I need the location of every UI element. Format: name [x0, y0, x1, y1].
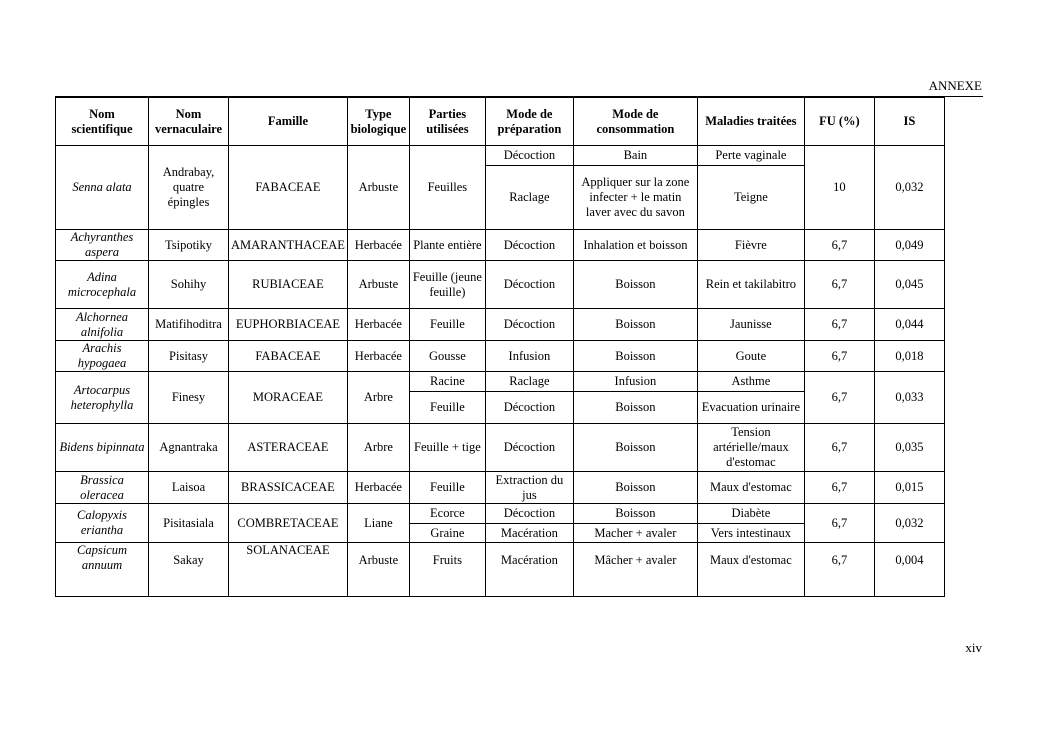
- col-header: Parties utilisées: [409, 98, 485, 146]
- parts-used: Feuille + tige: [409, 424, 485, 472]
- parts-used: Racine: [409, 372, 485, 392]
- disease: Maux d'estomac: [697, 472, 804, 504]
- scientific-name: Alchornea alnifolia: [56, 309, 149, 341]
- col-header: Famille: [229, 98, 348, 146]
- biological-type: Herbacée: [347, 309, 409, 341]
- parts-used: Feuille: [409, 472, 485, 504]
- consumption: Bain: [573, 146, 697, 166]
- disease: Rein et takilabitro: [697, 261, 804, 309]
- vernacular-name: Laisoa: [149, 472, 229, 504]
- family: AMARANTHACEAE: [229, 230, 348, 261]
- scientific-name: Artocarpus heterophylla: [56, 372, 149, 424]
- consumption: Macher + avaler: [573, 524, 697, 543]
- fu-value: 10: [804, 146, 874, 230]
- consumption: Boisson: [573, 504, 697, 524]
- table-row: [56, 472, 945, 504]
- consumption: Boisson: [573, 472, 697, 504]
- disease: Vers intestinaux: [697, 524, 804, 543]
- consumption: Mâcher + avaler: [573, 543, 697, 597]
- vernacular-name: Andrabay, quatre épingles: [149, 146, 229, 230]
- col-header: Mode de consommation: [573, 98, 697, 146]
- col-header: IS: [874, 98, 944, 146]
- page-number: xiv: [965, 640, 982, 655]
- disease: Tension artérielle/maux d'estomac: [697, 424, 804, 472]
- vernacular-name: Finesy: [149, 372, 229, 424]
- family: SOLANACEAE: [229, 543, 348, 597]
- scientific-name: Adina microcephala: [56, 261, 149, 309]
- fu-value: 6,7: [804, 472, 874, 504]
- disease: Diabète: [697, 504, 804, 524]
- consumption: Boisson: [573, 392, 697, 424]
- family: FABACEAE: [229, 146, 348, 230]
- family: MORACEAE: [229, 372, 348, 424]
- preparation: Extraction du jus: [485, 472, 573, 504]
- parts-used: Feuilles: [409, 146, 485, 230]
- consumption: Infusion: [573, 372, 697, 392]
- biological-type: Arbuste: [347, 146, 409, 230]
- parts-used: Graine: [409, 524, 485, 543]
- preparation: Décoction: [485, 424, 573, 472]
- fu-value: 6,7: [804, 261, 874, 309]
- parts-used: Feuille (jeune feuille): [409, 261, 485, 309]
- preparation: Macération: [485, 543, 573, 597]
- table-row: [56, 309, 945, 341]
- disease: Jaunisse: [697, 309, 804, 341]
- biological-type: Arbre: [347, 424, 409, 472]
- is-value: 0,045: [874, 261, 944, 309]
- col-header: Mode de préparation: [485, 98, 573, 146]
- col-header: Type biologique: [347, 98, 409, 146]
- biological-type: Arbuste: [347, 261, 409, 309]
- fu-value: 6,7: [804, 504, 874, 543]
- preparation: Décoction: [485, 309, 573, 341]
- scientific-name: Capsicum annuum: [56, 543, 149, 597]
- disease: Evacuation urinaire: [697, 392, 804, 424]
- biological-type: Herbacée: [347, 341, 409, 372]
- table-row: [56, 504, 945, 524]
- parts-used: Fruits: [409, 543, 485, 597]
- table-row: [56, 372, 945, 392]
- vernacular-name: Pisitasy: [149, 341, 229, 372]
- preparation: Décoction: [485, 230, 573, 261]
- preparation: Décoction: [485, 261, 573, 309]
- is-value: 0,015: [874, 472, 944, 504]
- is-value: 0,033: [874, 372, 944, 424]
- plant-table: [55, 97, 945, 597]
- scientific-name: Arachis hypogaea: [56, 341, 149, 372]
- consumption: Appliquer sur la zone infecter + le matin laver avec du savon: [573, 166, 697, 230]
- preparation: Décoction: [485, 392, 573, 424]
- biological-type: Liane: [347, 504, 409, 543]
- is-value: 0,049: [874, 230, 944, 261]
- table-header-row: [56, 98, 945, 146]
- col-header: Nom scientifique: [56, 98, 149, 146]
- scientific-name: Achyranthes aspera: [56, 230, 149, 261]
- biological-type: Arbuste: [347, 543, 409, 597]
- fu-value: 6,7: [804, 424, 874, 472]
- family: BRASSICACEAE: [229, 472, 348, 504]
- scientific-name: Brassica oleracea: [56, 472, 149, 504]
- family: COMBRETACEAE: [229, 504, 348, 543]
- family: ASTERACEAE: [229, 424, 348, 472]
- preparation: Décoction: [485, 146, 573, 166]
- disease: Asthme: [697, 372, 804, 392]
- is-value: 0,018: [874, 341, 944, 372]
- parts-used: Feuille: [409, 392, 485, 424]
- table-row: [56, 424, 945, 472]
- annex-heading: ANNEXE: [928, 78, 982, 93]
- table-row: [56, 543, 945, 597]
- disease: Fièvre: [697, 230, 804, 261]
- consumption: Boisson: [573, 309, 697, 341]
- is-value: 0,004: [874, 543, 944, 597]
- col-header: Maladies traitées: [697, 98, 804, 146]
- biological-type: Herbacée: [347, 230, 409, 261]
- vernacular-name: Agnantraka: [149, 424, 229, 472]
- parts-used: Ecorce: [409, 504, 485, 524]
- table-row: [56, 146, 945, 166]
- consumption: Boisson: [573, 261, 697, 309]
- vernacular-name: Tsipotiky: [149, 230, 229, 261]
- scientific-name: Calopyxis eriantha: [56, 504, 149, 543]
- vernacular-name: Pisitasiala: [149, 504, 229, 543]
- table-row: [56, 341, 945, 372]
- family: FABACEAE: [229, 341, 348, 372]
- fu-value: 6,7: [804, 309, 874, 341]
- vernacular-name: Sakay: [149, 543, 229, 597]
- is-value: 0,032: [874, 504, 944, 543]
- table-row: [56, 230, 945, 261]
- fu-value: 6,7: [804, 372, 874, 424]
- preparation: Raclage: [485, 372, 573, 392]
- family: RUBIACEAE: [229, 261, 348, 309]
- scientific-name: Senna alata: [56, 146, 149, 230]
- preparation: Infusion: [485, 341, 573, 372]
- parts-used: Feuille: [409, 309, 485, 341]
- disease: Goute: [697, 341, 804, 372]
- vernacular-name: Matifihoditra: [149, 309, 229, 341]
- is-value: 0,032: [874, 146, 944, 230]
- is-value: 0,044: [874, 309, 944, 341]
- col-header: Nom vernaculaire: [149, 98, 229, 146]
- biological-type: Herbacée: [347, 472, 409, 504]
- family: EUPHORBIACEAE: [229, 309, 348, 341]
- vernacular-name: Sohihy: [149, 261, 229, 309]
- parts-used: Gousse: [409, 341, 485, 372]
- consumption: Inhalation et boisson: [573, 230, 697, 261]
- fu-value: 6,7: [804, 230, 874, 261]
- preparation: Raclage: [485, 166, 573, 230]
- disease: Teigne: [697, 166, 804, 230]
- biological-type: Arbre: [347, 372, 409, 424]
- fu-value: 6,7: [804, 543, 874, 597]
- disease: Maux d'estomac: [697, 543, 804, 597]
- preparation: Décoction: [485, 504, 573, 524]
- col-header: FU (%): [804, 98, 874, 146]
- preparation: Macération: [485, 524, 573, 543]
- disease: Perte vaginale: [697, 146, 804, 166]
- fu-value: 6,7: [804, 341, 874, 372]
- table-row: [56, 261, 945, 309]
- consumption: Boisson: [573, 341, 697, 372]
- is-value: 0,035: [874, 424, 944, 472]
- parts-used: Plante entière: [409, 230, 485, 261]
- consumption: Boisson: [573, 424, 697, 472]
- scientific-name: Bidens bipinnata: [56, 424, 149, 472]
